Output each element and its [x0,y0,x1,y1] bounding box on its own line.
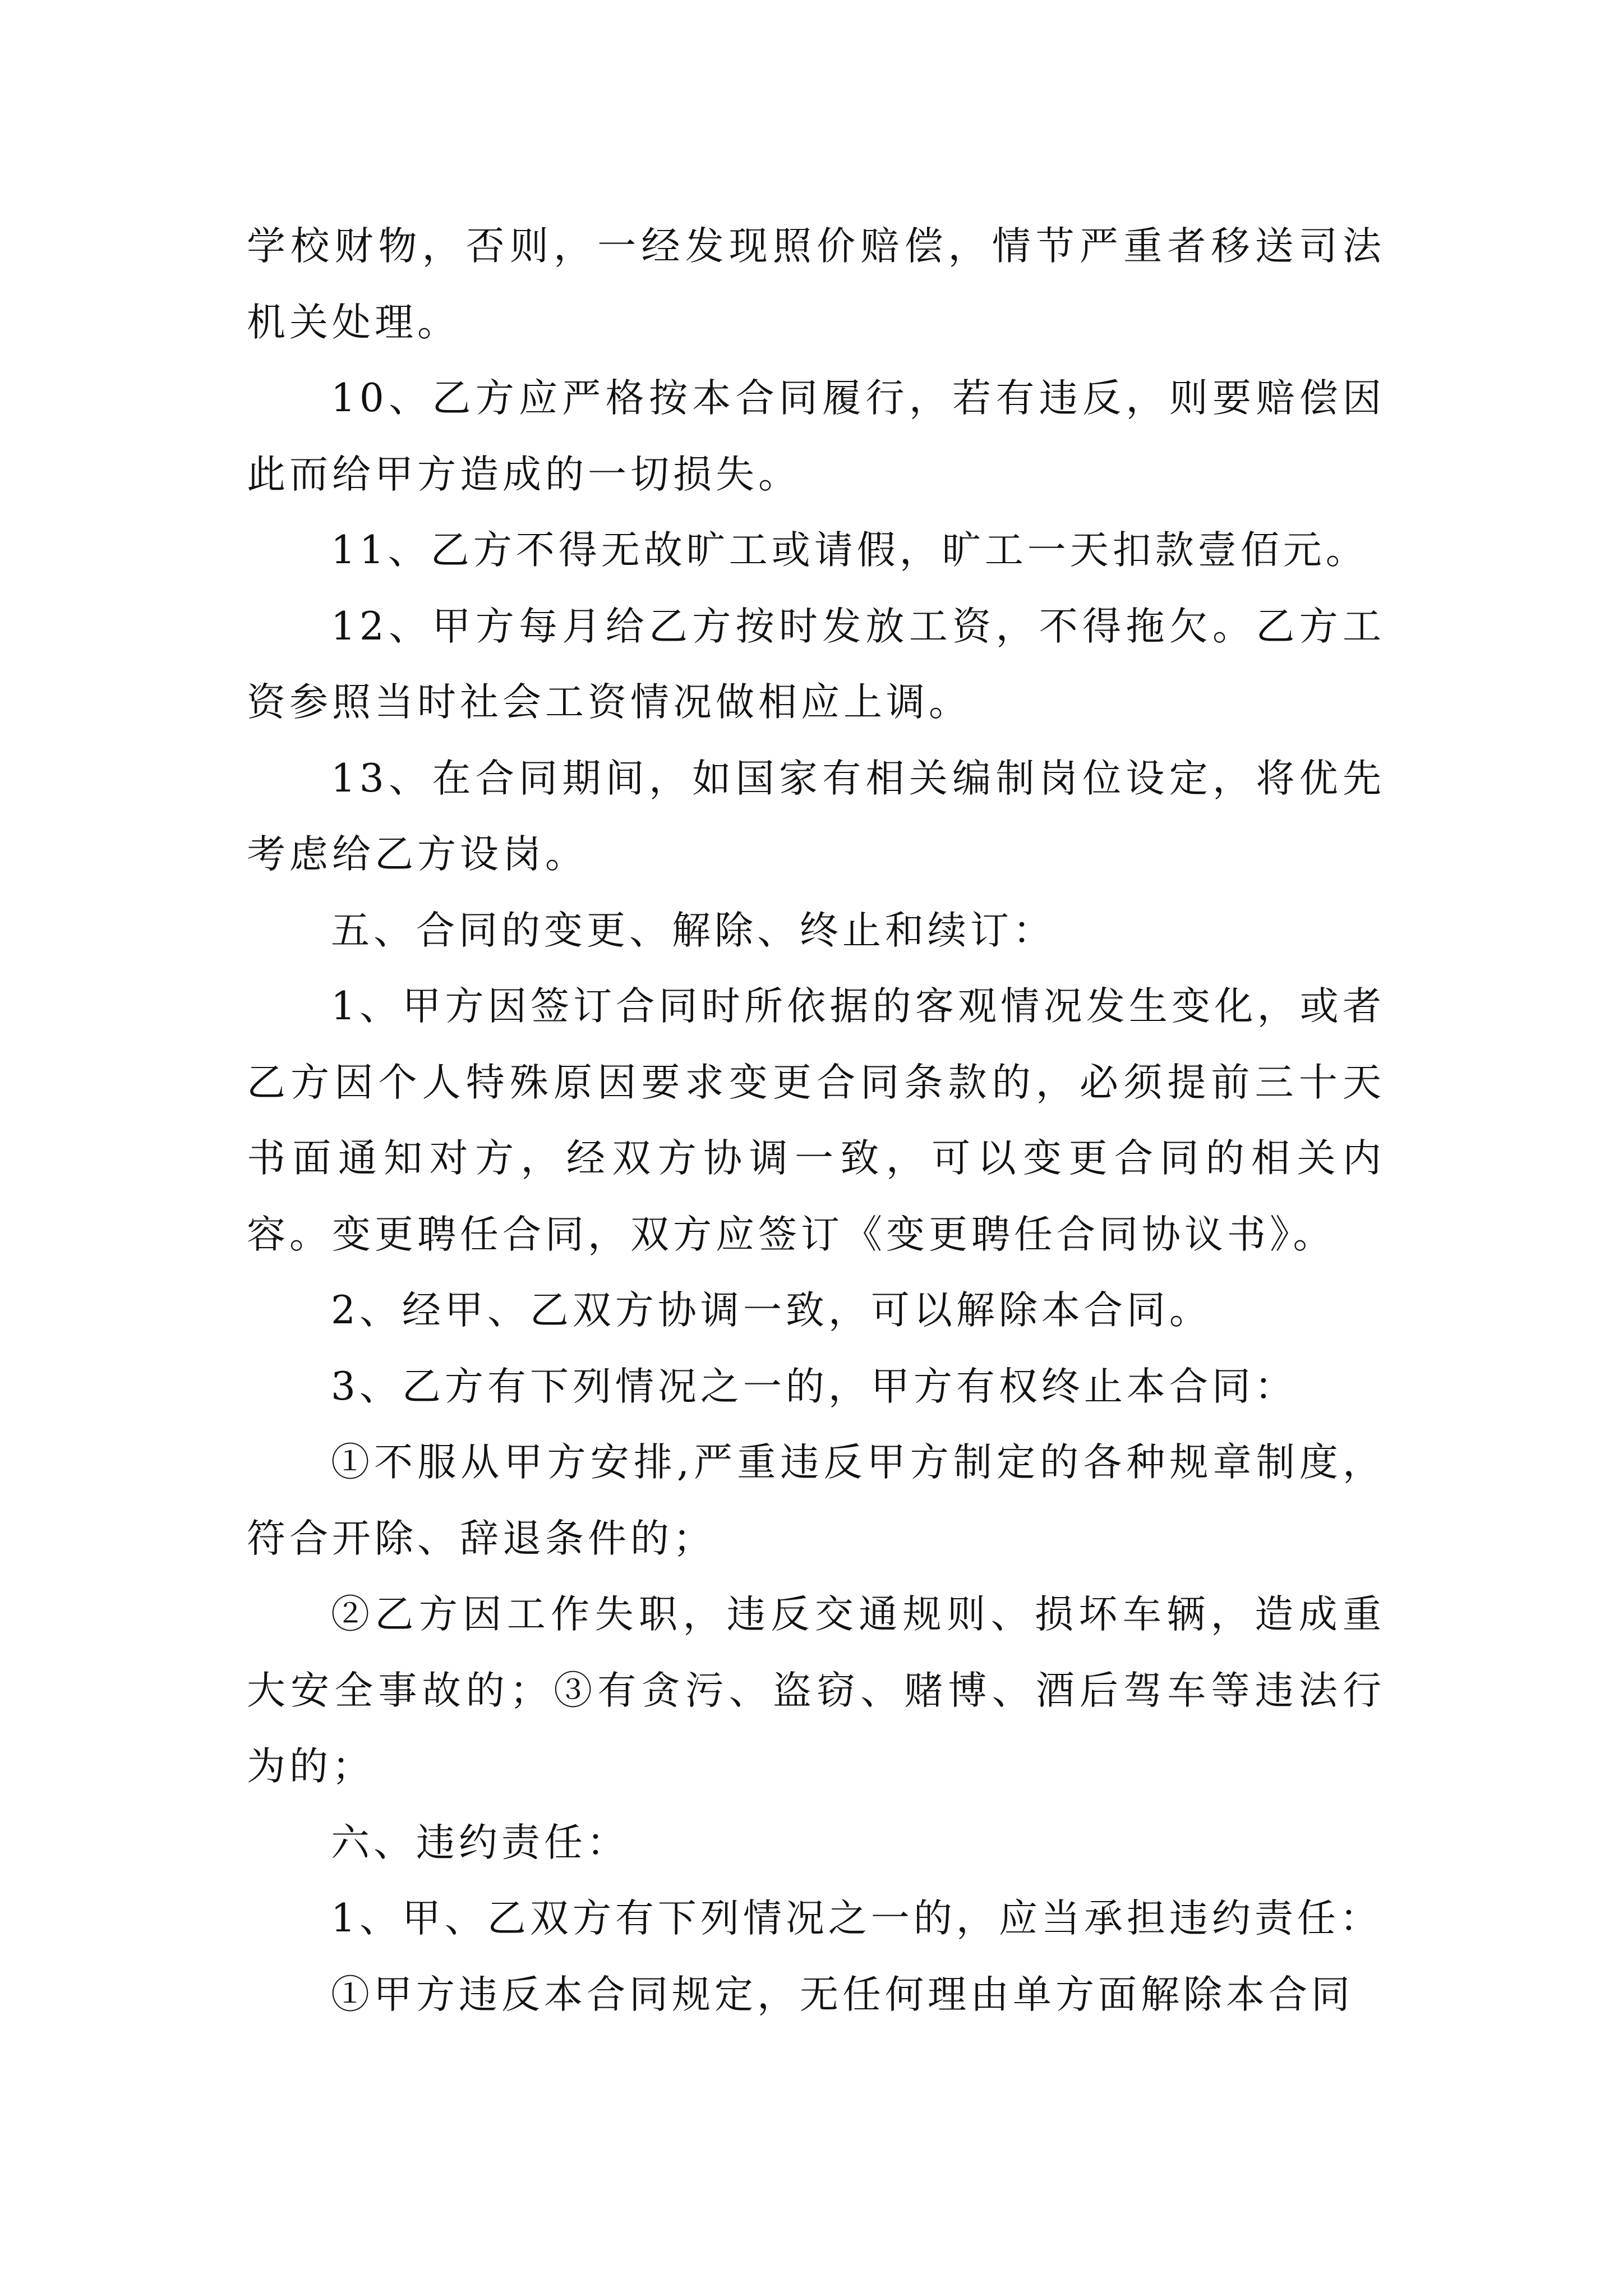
paragraph-clause-13: 13、在合同期间，如国家有相关编制岗位设定，将优先考虑给乙方设岗。 [247,756,1385,877]
paragraph-section5-item-2: 2、经甲、乙双方协调一致，可以解除本合同。 [331,1288,1212,1333]
paragraph-property-clause-end: 学校财物，否则，一经发现照价赔偿，情节严重者移送司法机关处理。 [247,224,1385,345]
document-body [247,209,1385,2033]
paragraph-termination-reason-2-3: ②乙方因工作失职，违反交通规则、损坏车辆，造成重大安全事故的；③有贪污、盗窃、赌博、酒后驾车等违法行为的； [247,1592,1385,1789]
paragraph-breach-item-1: ①甲方违反本合同规定，无任何理由单方面解除本合同 [331,1972,1354,2017]
paragraph-clause-11: 11、乙方不得无故旷工或请假，旷工一天扣款壹佰元。 [331,528,1368,573]
paragraph-section6-item-1: 1、甲、乙双方有下列情况之一的，应当承担违约责任： [331,1896,1382,1941]
paragraph-clause-12: 12、甲方每月给乙方按时发放工资，不得拖欠。乙方工资参照当时社会工资情况做相应上调。 [247,604,1385,725]
section-heading-5: 五、合同的变更、解除、终止和续订： [331,908,1055,953]
paragraph-section5-item-3: 3、乙方有下列情况之一的，甲方有权终止本合同： [331,1364,1297,1409]
paragraph-termination-reason-1: ①不服从甲方安排,严重违反甲方制定的各种规章制度，符合开除、辞退条件的； [247,1440,1385,1561]
paragraph-section5-item-1: 1、甲方因签订合同时所依据的客观情况发生变化，或者乙方因个人特殊原因要求变更合同条款的，必须提前三十天书面通知对方，经双方协调一致，可以变更合同的相关内容。变更聘任合同，双方应签订《变更聘任合同协议书》。 [247,984,1385,1257]
paragraph-clause-10: 10、乙方应严格按本合同履行，若有违反，则要赔偿因此而给甲方造成的一切损失。 [247,376,1385,497]
section-heading-6: 六、违约责任： [331,1820,629,1865]
